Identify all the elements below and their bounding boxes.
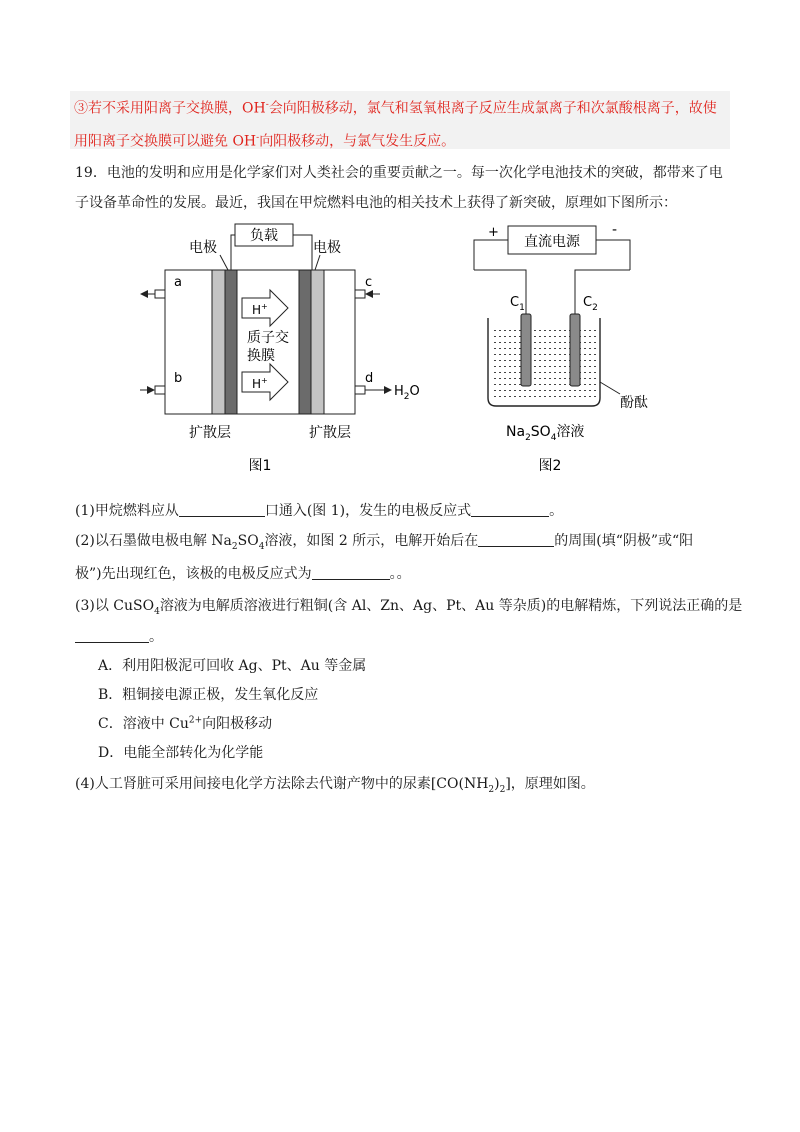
electrode-pointer [315, 255, 320, 270]
part-2-text: 溶液，如图 2 所示，电解开始后在 [264, 533, 479, 549]
part-4-text: (4)人工肾脏可采用间接电化学方法除去代谢产物中的尿素[CO(NH [75, 776, 489, 792]
option-d[interactable]: D．电能全部转化为化学能 [98, 745, 264, 761]
figure-1-caption: 图1 [248, 458, 272, 474]
option-c-text: C．溶液中 Cu [98, 716, 189, 732]
figure-2-caption: 图2 [538, 458, 562, 474]
figure-2-electrolysis [470, 222, 670, 482]
part-4 [75, 773, 595, 795]
electrode-right-label: 电极 [313, 240, 341, 256]
superscript: - [256, 132, 260, 143]
option-a[interactable]: A．利用阳极泥可回收 Ag、Pt、Au 等金属 [98, 658, 367, 674]
arrowhead [365, 290, 373, 298]
part-1 [75, 500, 563, 520]
electrode-c2 [570, 314, 580, 386]
load-label: 负载 [250, 228, 278, 244]
membrane-label-2: 换膜 [247, 348, 275, 364]
part-3-text: 溶液为电解质溶液进行粗铜(含 Al、Zn、Ag、Pt、Au 等杂质)的电解精炼，下列说法正确的是 [159, 598, 743, 614]
arrowhead [147, 386, 155, 394]
beaker [488, 318, 600, 406]
answer-line-2 [70, 124, 730, 157]
diffusion-layer-left [212, 270, 225, 414]
superscript: 2+ [188, 715, 203, 726]
subscript: 2 [231, 541, 238, 552]
electrode-pointer [220, 255, 228, 270]
proton-label-lower: H+ [252, 376, 268, 391]
port-d-label: d [365, 371, 374, 386]
membrane-label-1: 质子交 [247, 330, 289, 346]
answer-text: ③若不采用阳离子交换膜，OH [74, 100, 266, 117]
diffusion-right-label: 扩散层 [309, 425, 351, 441]
part-2-text: 。。 [389, 566, 411, 582]
superscript: - [265, 100, 269, 110]
part-1-text: 口通入(图 1)，发生的电极反应式 [264, 503, 472, 519]
electrode-left-label: 电极 [189, 240, 217, 256]
part-4-text: ) [494, 776, 500, 792]
negative-terminal: - [612, 222, 618, 238]
part-3-text: (3)以 CuSO [75, 598, 155, 614]
subscript: 4 [258, 541, 265, 552]
part-2-text: (2)以石墨做电极电解 Na [75, 533, 232, 549]
proton-label-upper: H+ [252, 302, 268, 317]
answer-text: 向阳极移动，与氯气发生反应。 [259, 133, 456, 150]
solution-dots [494, 330, 596, 397]
port-d [355, 386, 365, 394]
solution-label: $Na_2SO_4$溶液 [506, 424, 585, 443]
water-label: $H_2O$ [394, 384, 420, 402]
option-b[interactable]: B．粗铜接电源正极，发生氧化反应 [98, 687, 319, 703]
part-3-text: 。 [149, 629, 163, 645]
port-c-label: c [365, 275, 373, 290]
diffusion-layer-right [311, 270, 324, 414]
c2-label: $C_2$ [583, 295, 598, 313]
part-2-text: 的周围(填“阴极”或“阳 [554, 533, 694, 549]
part-2-text: SO [237, 533, 259, 549]
electrode-left [225, 270, 237, 414]
diffusion-left-label: 扩散层 [189, 425, 231, 441]
answer-blank[interactable] [312, 565, 390, 580]
part-3-line-2 [75, 626, 163, 646]
answer-box [70, 91, 730, 149]
option-c[interactable] [98, 713, 272, 733]
port-c [355, 290, 365, 298]
answer-blank[interactable] [471, 502, 549, 517]
figure-1-fuel-cell [140, 222, 430, 482]
part-2-line-1 [75, 530, 693, 552]
subscript: 4 [154, 606, 160, 617]
port-a [155, 290, 165, 298]
port-b-label: b [174, 371, 183, 386]
port-b [155, 386, 165, 394]
part-3-line-1 [75, 595, 742, 617]
port-a-label: a [174, 275, 182, 290]
part-1-text: 。 [549, 503, 564, 519]
answer-line-1 [70, 91, 730, 124]
answer-blank[interactable] [478, 532, 554, 547]
positive-terminal: + [488, 225, 499, 240]
power-supply-label: 直流电源 [524, 234, 580, 250]
arrowhead [384, 386, 392, 394]
question-intro-line-2: 子设备革命性的发展。最近，我国在甲烷燃料电池的相关技术上获得了新突破，原理如下图所示： [75, 195, 677, 211]
question-intro-line-1: 19．电池的发明和应用是化学家们对人类社会的重要贡献之一。每一次化学电池技术的突破，都带来了电 [75, 165, 723, 181]
part-1-text: (1)甲烷燃料应从 [75, 503, 179, 519]
answer-blank[interactable] [179, 502, 265, 517]
phenolphthalein-pointer [600, 382, 620, 394]
electrode-right [299, 270, 311, 414]
part-4-text: ]，原理如图。 [505, 776, 595, 792]
c1-label: $C_1$ [510, 295, 525, 313]
electrode-c1 [521, 314, 531, 386]
arrowhead [140, 290, 148, 298]
answer-text: 会向阳极移动，氯气和氢氧根离子反应生成氯离子和次氯酸根离子，故使 [268, 100, 717, 117]
part-2-text: 极”)先出现红色，该极的电极反应式为 [75, 566, 312, 582]
phenolphthalein-label: 酚酞 [620, 395, 648, 411]
answer-text: 用阳离子交换膜可以避免 OH [74, 133, 257, 150]
subscript: 2 [488, 784, 495, 795]
answer-blank[interactable] [75, 628, 149, 643]
wire [231, 235, 235, 270]
subscript: 2 [499, 784, 506, 795]
part-2-line-2 [75, 563, 411, 583]
wire [293, 235, 312, 270]
option-c-text: 向阳极移动 [202, 716, 273, 732]
